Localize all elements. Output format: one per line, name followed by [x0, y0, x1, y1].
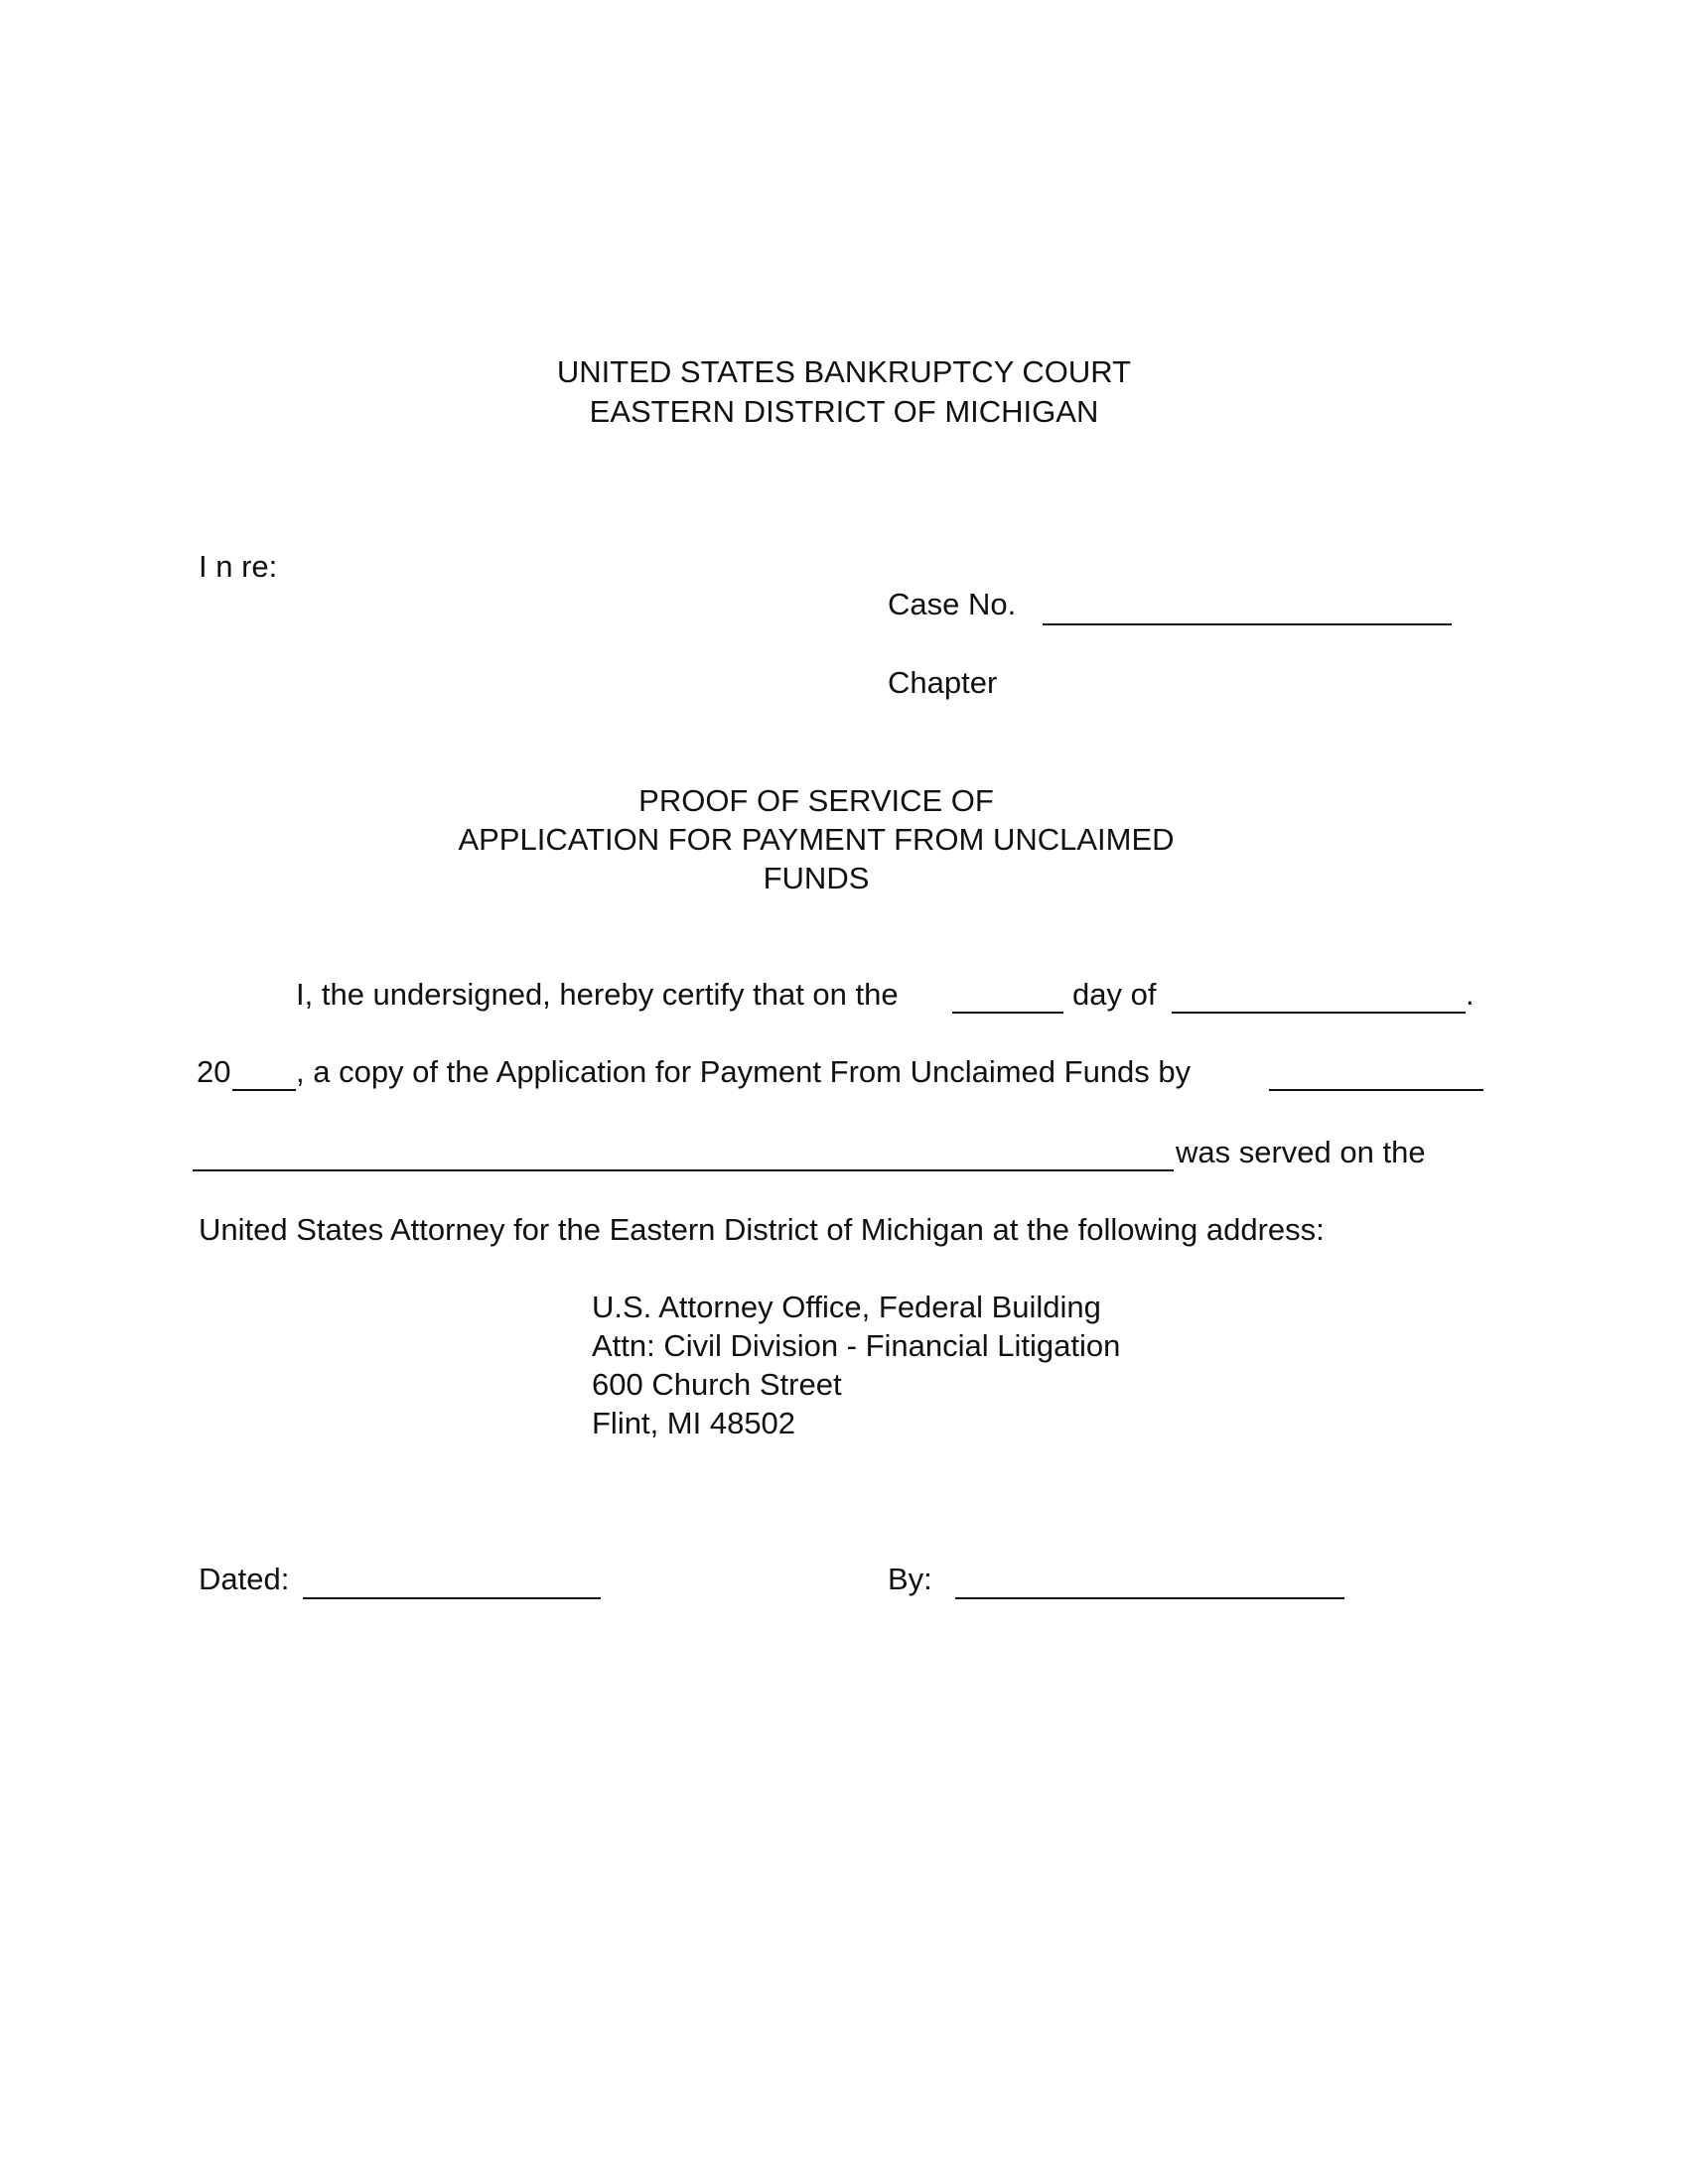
by-label: By:	[888, 1562, 932, 1596]
case-no-label: Case No.	[888, 587, 1017, 621]
case-no-blank[interactable]	[1043, 623, 1452, 625]
month-blank[interactable]	[1172, 1012, 1466, 1014]
address-line-4: Flint, MI 48502	[592, 1406, 796, 1440]
year-blank[interactable]	[232, 1089, 296, 1091]
day-of-text: day of	[1072, 977, 1157, 1012]
district-name: EASTERN DISTRICT OF MICHIGAN	[589, 394, 1099, 429]
title-line-2: APPLICATION FOR PAYMENT FROM UNCLAIMED	[458, 822, 1175, 857]
signature-blank[interactable]	[955, 1597, 1344, 1599]
title-line-3: FUNDS	[763, 861, 870, 895]
period-text: .	[1466, 977, 1475, 1012]
served-text: was served on the	[1176, 1135, 1426, 1169]
address-line-3: 600 Church Street	[592, 1367, 842, 1402]
court-name: UNITED STATES BANKRUPTCY COURT	[556, 354, 1132, 389]
applicant-blank-1[interactable]	[1269, 1089, 1483, 1091]
title-line-1: PROOF OF SERVICE OF	[638, 783, 994, 818]
day-blank[interactable]	[952, 1012, 1063, 1014]
chapter-label: Chapter	[888, 665, 998, 700]
certify-text: I, the undersigned, hereby certify that on the	[296, 977, 899, 1012]
in-re-label: I n re:	[199, 549, 278, 584]
dated-label: Dated:	[199, 1562, 290, 1596]
address-line-2: Attn: Civil Division - Financial Litigation	[592, 1328, 1121, 1363]
year-prefix: 20	[197, 1054, 231, 1089]
address-line-1: U.S. Attorney Office, Federal Building	[592, 1290, 1101, 1324]
applicant-blank-2[interactable]	[193, 1169, 1174, 1171]
dated-blank[interactable]	[303, 1597, 601, 1599]
attorney-text: United States Attorney for the Eastern District of Michigan at the following address:	[199, 1212, 1325, 1247]
copy-text: , a copy of the Application for Payment From Unclaimed Funds by	[296, 1054, 1192, 1089]
